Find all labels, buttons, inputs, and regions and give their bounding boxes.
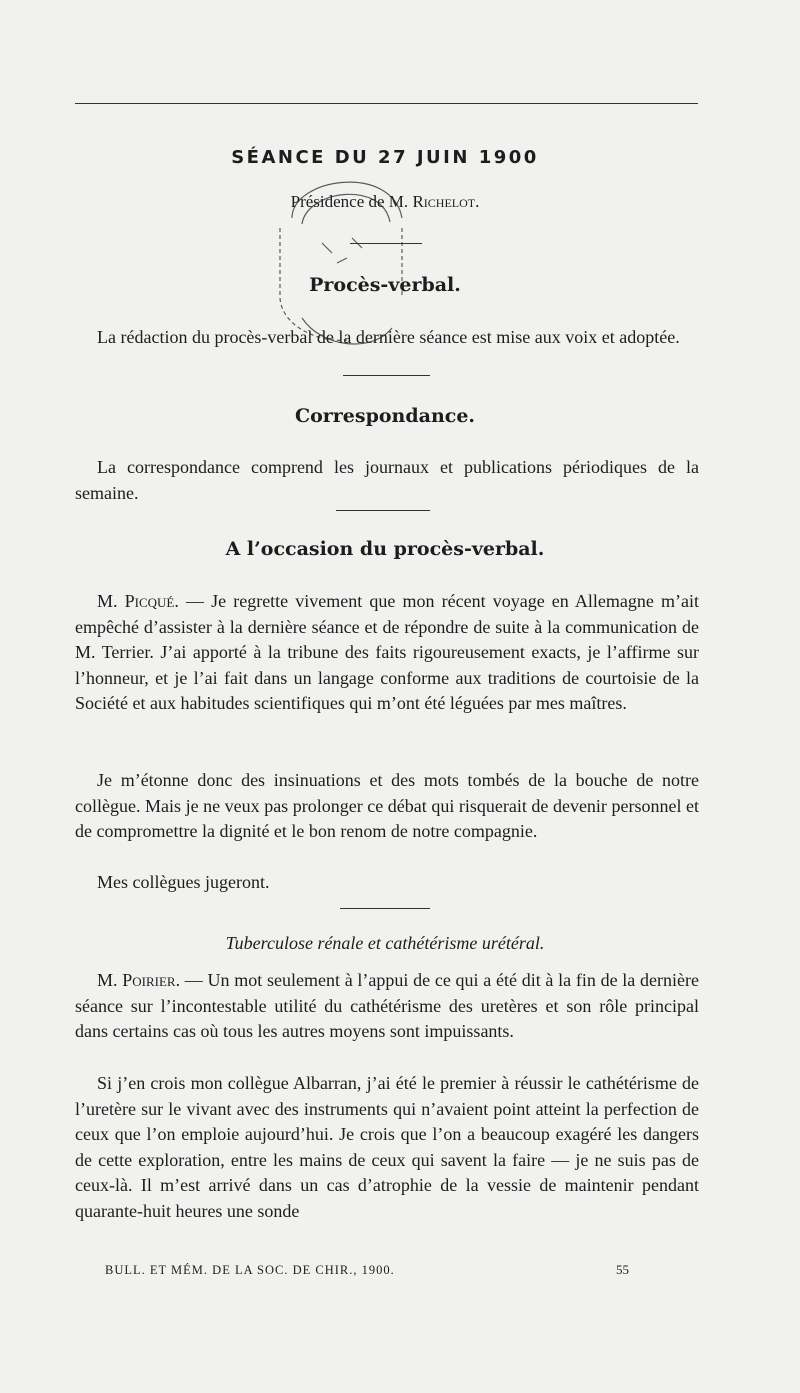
correspondance-title: Correspondance. xyxy=(294,405,476,427)
poirier-paragraph-1 xyxy=(75,968,699,1045)
correspondance-paragraph: La correspondance comprend les journaux et publications périodiques de la semaine. xyxy=(75,457,699,503)
proces-verbal-paragraph: La rédaction du procès-verbal de la dernière séance est mise aux voix et adoptée. xyxy=(97,327,680,347)
picque-paragraph-3: Mes collègues jugeront. xyxy=(97,872,270,892)
presidence-prefix: Présidence de M. xyxy=(290,192,409,211)
paragraph-text: — Un mot seulement à l’appui de ce qui a été dit à la fin de la dernière séance sur l’incontestable utilité du cathétérisme des uretères et son rôle principal dans certains cas où tous les autres moyens sont impuissants. xyxy=(75,970,699,1041)
paragraph-text: — Je regrette vivement que mon récent voyage en Allemagne m’ait empêché d’assister à la dernière séance et de répondre de suite à la communication de M. Terrier. J’ai apporté à la tribune des faits rigoureusement exacts, je l’affirme sur l’honneur, et je l’ai fait dans un langage conforme aux traditions de courtoisie de la Société et aux habitudes scientifiques qui m’ont été léguées par mes maîtres. xyxy=(75,591,699,713)
speaker-name: M. Poirier. xyxy=(97,970,181,990)
presidence-name: Richelot. xyxy=(412,192,480,211)
seance-heading: SÉANCE DU 27 JUIN 1900 xyxy=(231,147,539,168)
library-stamp-icon xyxy=(262,158,422,378)
page-number: 55 xyxy=(616,1262,629,1277)
section-divider xyxy=(336,510,430,511)
journal-footer: BULL. ET MÉM. DE LA SOC. DE CHIR., 1900. xyxy=(105,1263,395,1277)
picque-paragraph-1 xyxy=(75,589,699,717)
occasion-title: A l’occasion du procès-verbal. xyxy=(225,538,545,560)
top-rule xyxy=(75,103,698,104)
speaker-name: M. Picqué. xyxy=(97,591,179,611)
tuberculose-title: Tuberculose rénale et cathétérisme urétéral. xyxy=(225,933,545,953)
poirier-paragraph-2: Si j’en crois mon collègue Albarran, j’ai été le premier à réussir le cathétérisme de l’uretère sur le vivant avec des instruments qui n’avaient point atteint la perfection de ceux que l’on emploie aujourd’hui. Je crois que l’on a beaucoup exagéré les dangers de cette exploration, entre les mains de ceux qui savent la faire — je ne suis pas de ceux-là. Il m’est arrivé dans un cas d’atrophie de la vessie de maintenir pendant quarante-huit heures une sonde xyxy=(75,1073,699,1221)
proces-verbal-title: Procès-verbal. xyxy=(309,274,461,296)
section-divider xyxy=(340,908,430,909)
picque-paragraph-2: Je m’étonne donc des insinuations et des mots tombés de la bouche de notre collègue. Mais je ne veux pas prolonger ce débat qui risquerait de devenir personnel et de compromettre la dignité et le bon renom de notre compagnie. xyxy=(75,770,699,841)
